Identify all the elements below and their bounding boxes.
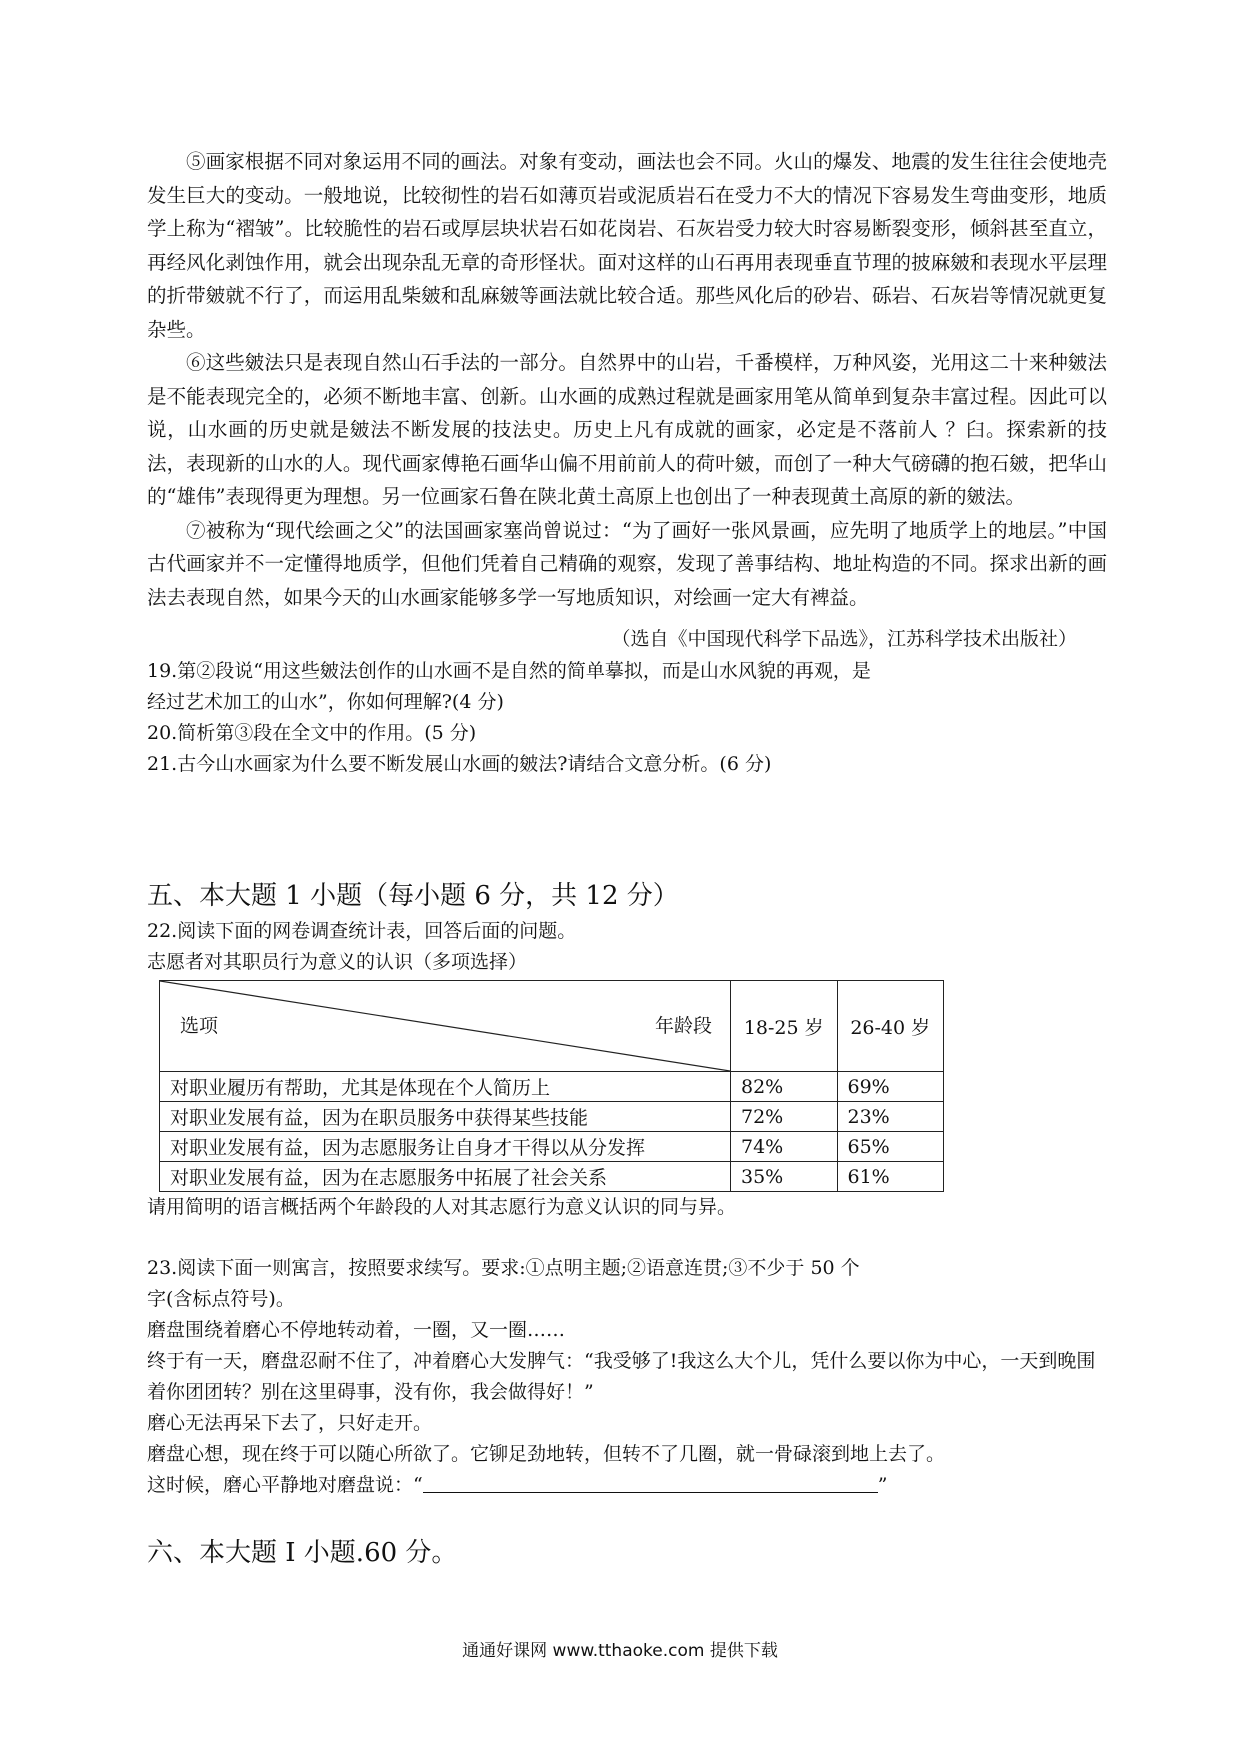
question-23-line-2: 字(含标点符号)。 [147,1288,295,1310]
header-age: 年龄段 [654,1015,712,1037]
paragraph-5: ⑤画家根据不同对象运用不同的画法。对象有变动，画法也会不同。火山的爆发、地震的发生往往会使地壳发生巨大的变动。一般地说，比较彻性的岩石如薄页岩或泥质岩石在受力不大的情况下容易发生弯曲变形，地质学上称为“褶皱”。比较脆性的岩石或厚层块状岩石如花岗岩、石灰岩受力较大时容易断裂变形，倾斜甚至直立，再经风化剥蚀作用，就会出现杂乱无章的奇形怪状。面对这样的山石再用表现垂直节理的披麻皴和表现水平层理的折带皴就不行了，而运用乱柴皴和乱麻皴等画法就比较合适。那些风化后的砂岩、砾岩、石灰岩等情况就更复杂些。 [147,150,1107,341]
row-value-26-40: 23% [837,1102,944,1132]
row-value-26-40: 65% [837,1132,944,1162]
question-20: 20.简析第③段在全文中的作用。(5 分) [147,722,477,744]
diagonal-line [160,981,730,1071]
header-col-26-40: 26-40 岁 [837,981,944,1072]
row-value-18-25: 82% [731,1072,838,1102]
footer-credit: 通通好课网 www.tthaoke.com 提供下载 [462,1641,778,1661]
story-line: 磨盘围绕着磨心不停地转动着，一圈，又一圈…… [147,1319,566,1341]
row-value-18-25: 72% [731,1102,838,1132]
table-header-row [160,981,944,1072]
story-line: 终于有一天，磨盘忍耐不住了，冲着磨心大发脾气：“我受够了!我这么大个儿，凭什么要以你为中心，一天到晚围着你团团转？别在这里碍事，没有你，我会做得好！” [147,1350,1096,1403]
row-value-18-25: 74% [731,1132,838,1162]
story-line: 磨心无法再呆下去了，只好走开。 [147,1412,433,1434]
story-last-line [147,1470,1107,1501]
survey-table [159,980,944,1192]
paragraph-7: ⑦被称为“现代绘画之父”的法国画家塞尚曾说过：“为了画好一张风景画，应先明了地质学上的地层。”中国古代画家并不一定懂得地质学，但他们凭着自己精确的观察，发现了善事结构、地址构造的不同。探求出新的画法去表现自然，如果今天的山水画家能够多学一写地质知识，对绘画一定大有裨益。 [147,518,1107,609]
row-value-26-40: 61% [837,1162,944,1192]
row-label: 对职业发展有益，因为在志愿服务中拓展了社会关系 [160,1162,731,1192]
last-line-prefix: 这时候，磨心平静地对磨盘说：“ [147,1474,423,1496]
question-19-line-2: 经过艺术加工的山水”，你如何理解?(4 分) [147,691,504,713]
section-6-title: 六、本大题 I 小题.60 分。 [147,1538,458,1568]
article-source: （选自《中国现代科学下品选》，江苏科学技术出版社） [611,628,1077,650]
question-23 [147,1253,1107,1501]
table-row [160,1132,944,1162]
row-label: 对职业履历有帮助，尤其是体现在个人简历上 [160,1072,731,1102]
question-21: 21.古今山水画家为什么要不断发展山水画的皴法?请结合文意分析。(6 分) [147,753,772,775]
row-value-18-25: 35% [731,1162,838,1192]
paragraph-6: ⑥这些皴法只是表现自然山石手法的一部分。自然界中的山岩，千番模样，万种风姿，光用这二十来种皴法是不能表现完全的，必须不断地丰富、创新。山水画的成熟过程就是画家用笔从简单到复杂丰富过程。因此可以说，山水画的历史就是皴法不断发展的技法史。历史上凡有成就的画家，必定是不落前人 ？臼。探索新的技法，表现新的山水的人。现代画家傅艳石画华山偏不用前前人的荷叶皴，而创了一种大气磅礴的抱石皴，把华山的“雄伟”表现得更为理想。另一位画家石鲁在陕北黄土高原上也创出了一种表现黄土高原的新的皴法。 [147,351,1107,508]
section-5-title: 五、本大题 1 小题（每小题 6 分，共 12 分） [147,881,679,911]
story-line: 磨盘心想，现在终于可以随心所欲了。它铆足劲地转，但转不了几圈，就一骨碌滚到地上去了。 [147,1443,946,1465]
question-22-task: 请用简明的语言概括两个年龄段的人对其志愿行为意义认识的同与异。 [147,1196,737,1218]
diagonal-header-cell [160,981,731,1072]
question-19 [147,656,1107,718]
last-line-suffix: ” [877,1474,888,1496]
answer-blank[interactable] [423,1470,878,1493]
table-caption: 志愿者对其职员行为意义的认识（多项选择） [147,951,528,973]
exam-page [147,145,1107,1573]
table-row [160,1162,944,1192]
question-22-intro: 22.阅读下面的网卷调查统计表，回答后面的问题。 [147,920,577,942]
row-label: 对职业发展有益，因为在职员服务中获得某些技能 [160,1102,731,1132]
table-row [160,1102,944,1132]
question-19-line-1: 19.第②段说“用这些皴法创作的山水画不是自然的简单摹拟，而是山水风貌的再观，是 [147,660,871,682]
header-col-18-25: 18-25 岁 [731,981,838,1072]
table-row [160,1072,944,1102]
header-option: 选项 [180,1015,219,1037]
question-23-line-1: 23.阅读下面一则寓言，按照要求续写。要求:①点明主题;②语意连贯;③不少于 50 个 [147,1257,860,1279]
row-label: 对职业发展有益，因为志愿服务让自身才干得以从分发挥 [160,1132,731,1162]
row-value-26-40: 69% [837,1072,944,1102]
